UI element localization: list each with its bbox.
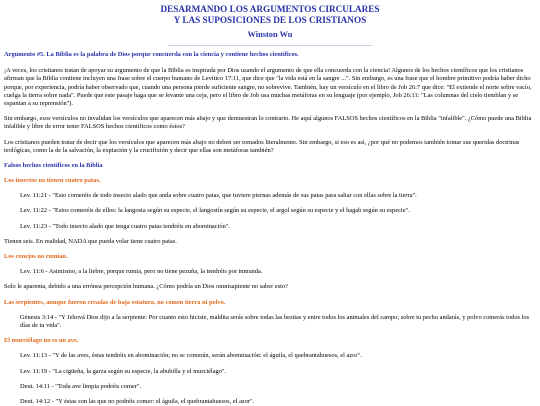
page-title xyxy=(0,4,540,26)
section-heading: Falsos hechos científicos en la Biblia xyxy=(4,161,103,169)
verse-deut-14-11: Deut. 14:11 - "Toda ave limpia podréis comer". xyxy=(20,382,142,390)
author-name: Winston Wu xyxy=(247,30,293,39)
insects-heading: Los insectos no tienen cuatro patas. xyxy=(4,177,101,185)
verse-deut-14-12: Deut. 14:12 - "Y éstas son las que no podréis comer: el águila, el quebrantahuesos, el azor". xyxy=(20,397,255,405)
paragraph-false-facts: Sin embargo, esos versículos no invalidan los versículos que aparecen más abajo y que demuestran lo contrario. He aquí algunos FALSOS hechos científicos en la Biblia "infalible". ¿Cómo puede una Biblia infalible y libre de error tener FALSOS hechos científicos como éstos? xyxy=(4,115,532,131)
title-divider xyxy=(168,45,372,46)
verse-lev-11-13: Lev. 11:13 - "Y de las aves, éstas tendréis en abominación; no se comerán, serán abominación: el águila, el quebrantahuesos, el azor". xyxy=(20,352,362,360)
verse-lev-11-22: Lev. 11:22 - "Estos comeréis de ellos: la langosta según su especie, el langostín según su especie, el argol según su especie y el hagab según su especie". xyxy=(20,207,410,215)
paragraph-literal: Los cristianos pueden tratar de decir que los versículos que aparecen más abajo no deben ser tomados literalmente. Sin embargo, si eso es así, ¿por qué no podemos también tomar sus queridas doctrinas teológicas, como la de la salvación, la expiación y la crucifixión y decir que ellas son metáforas también? xyxy=(4,138,520,154)
paragraph-intro: ¡A veces, los cristianos tratan de apoyar su argumento de que la Biblia es inspirada por Dios usando el argumento de que ella concuerda con la ciencia! Algunos de los hechos científicos que los cristianos afirman que la Biblia contiene incluyen una frase sobre el cuerpo humano de Levítico 17:11, que dice que "la vida está en la sangre ...". Sin embargo, es una frase que el hombre primitivo podría haber dicho porque, por experiencia, podría haber observado que, cuando una persona pierde suficiente sangre, no sobrevive. También, hay un versículo en el libro de Job 26:7 que dice: "El extiende el norte sobre vacío, cuelga la tierra sobre nada". Puede que este pasaje haga que se levante una ceja, pero el libro de Job usa muchas metáforas en su lenguaje (por ejemplo, Job 26:11: "Las columnas del cielo tiemblan y se espantan a su reprensión"). xyxy=(4,67,532,107)
verse-lev-11-6: Lev. 11:6 - Asimismo, a la liebre, porque rumia, pero no tiene pezuña, la tendréis por inmunda. xyxy=(20,268,263,276)
verse-lev-11-23: Lev. 11:23 - "Todo insecto alado que tenga cuatro patas tendréis en abominación". xyxy=(20,222,230,230)
serpents-heading: Las serpientes, aunque fueron creadas de baja estatura, no comen tierra ni polvo. xyxy=(4,298,226,306)
article-body xyxy=(4,51,536,406)
insects-comment: Tienen seis. En realidad, NADA que pueda volar tiene cuatro patas. xyxy=(4,237,177,245)
verse-lev-11-19: Lev. 11:19 - "La cigüeña, la garza según su especie, la abubilla y el murciélago". xyxy=(20,367,227,375)
rabbits-comment: Solo le aparenta, debido a una errónea percepción humana. ¿Cómo podría un Dios omnisapiente no saber esto? xyxy=(4,283,288,291)
rabbits-heading: Los conejos no rumian. xyxy=(4,253,68,260)
verse-lev-11-21: Lev. 11:21 - "Esto comeréis de todo insecto alado que anda sobre cuatro patas, que tuviere piernas además de sus patas para saltar con ellas sobre la tierra". xyxy=(20,192,417,200)
title-line-1: DESARMANDO LOS ARGUMENTOS CIRCULARES xyxy=(160,4,380,14)
bat-heading: El murciélago no es un ave. xyxy=(4,337,79,345)
argument-heading: Argumento #5. La Biblia es la palabra de Dios porque concuerda con la ciencia y contiene hechos científicos. xyxy=(4,51,299,58)
verse-genesis-3-14: Génesis 3:14 - "Y Jehová Dios dijo a la serpiente: Por cuanto esto hiciste, maldita serás sobre todas las bestias y entre todos los animales del campo; sobre tu pecho andarás, y polvo comerás todos los días de tu vida". xyxy=(20,313,530,329)
title-line-2: Y LAS SUPOSICIONES DE LOS CRISTIANOS xyxy=(173,14,367,25)
